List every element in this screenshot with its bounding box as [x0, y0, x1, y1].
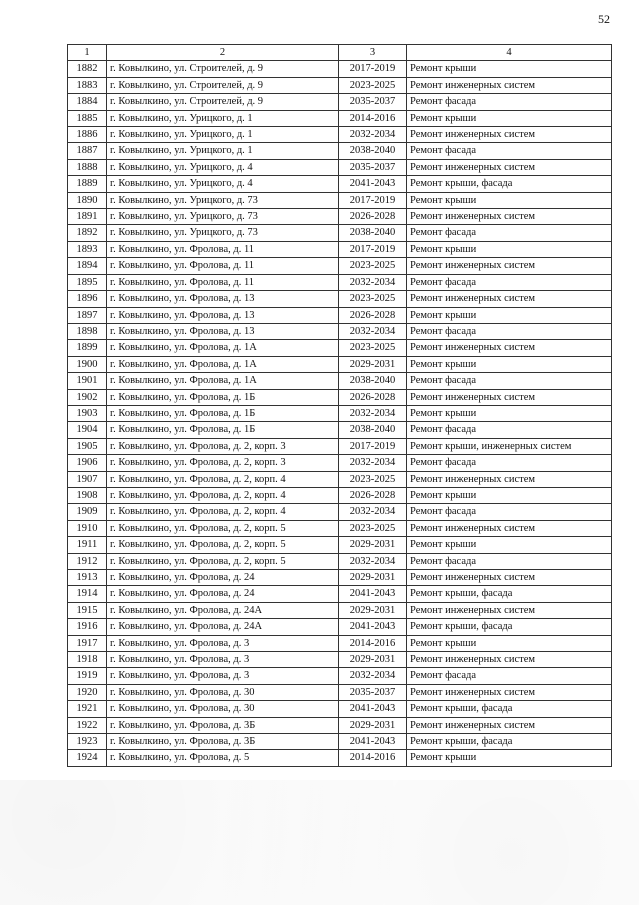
table-row: [68, 701, 612, 717]
work-type-cell: Ремонт крыши, фасада: [407, 734, 612, 750]
row-number: 1891: [68, 209, 107, 225]
period-cell: 2038-2040: [339, 143, 407, 159]
address-cell: г. Ковылкино, ул. Фролова, д. 2, корп. 5: [107, 537, 339, 553]
work-type-cell: Ремонт инженерных систем: [407, 258, 612, 274]
table-row: [68, 635, 612, 651]
period-cell: 2029-2031: [339, 537, 407, 553]
address-cell: г. Ковылкино, ул. Фролова, д. 13: [107, 291, 339, 307]
table-body: [68, 61, 612, 766]
work-type-cell: Ремонт крыши: [407, 110, 612, 126]
period-cell: 2026-2028: [339, 209, 407, 225]
period-cell: 2017-2019: [339, 192, 407, 208]
table-row: [68, 307, 612, 323]
table-header-row: [68, 45, 612, 61]
period-cell: 2041-2043: [339, 586, 407, 602]
table-row: [68, 537, 612, 553]
address-cell: г. Ковылкино, ул. Фролова, д. 1Б: [107, 422, 339, 438]
row-number: 1922: [68, 717, 107, 733]
period-cell: 2026-2028: [339, 389, 407, 405]
address-cell: г. Ковылкино, ул. Фролова, д. 2, корп. 4: [107, 504, 339, 520]
period-cell: 2023-2025: [339, 77, 407, 93]
work-type-cell: Ремонт фасада: [407, 94, 612, 110]
table-row: [68, 422, 612, 438]
period-cell: 2029-2031: [339, 652, 407, 668]
row-number: 1898: [68, 323, 107, 339]
address-cell: г. Ковылкино, ул. Фролова, д. 24: [107, 570, 339, 586]
work-type-cell: Ремонт инженерных систем: [407, 340, 612, 356]
period-cell: 2032-2034: [339, 668, 407, 684]
column-header-address: 2: [107, 45, 339, 61]
work-type-cell: Ремонт крыши: [407, 192, 612, 208]
address-cell: г. Ковылкино, ул. Фролова, д. 2, корп. 3: [107, 438, 339, 454]
row-number: 1907: [68, 471, 107, 487]
row-number: 1912: [68, 553, 107, 569]
period-cell: 2041-2043: [339, 734, 407, 750]
row-number: 1913: [68, 570, 107, 586]
period-cell: 2029-2031: [339, 356, 407, 372]
table-row: [68, 389, 612, 405]
address-cell: г. Ковылкино, ул. Фролова, д. 13: [107, 323, 339, 339]
row-number: 1910: [68, 520, 107, 536]
row-number: 1894: [68, 258, 107, 274]
work-type-cell: Ремонт фасада: [407, 422, 612, 438]
period-cell: 2026-2028: [339, 487, 407, 503]
work-type-cell: Ремонт инженерных систем: [407, 77, 612, 93]
period-cell: 2041-2043: [339, 176, 407, 192]
table-row: [68, 570, 612, 586]
work-type-cell: Ремонт инженерных систем: [407, 471, 612, 487]
address-cell: г. Ковылкино, ул. Фролова, д. 2, корп. 5: [107, 553, 339, 569]
period-cell: 2014-2016: [339, 635, 407, 651]
row-number: 1899: [68, 340, 107, 356]
work-type-cell: Ремонт инженерных систем: [407, 291, 612, 307]
row-number: 1924: [68, 750, 107, 766]
column-header-work-type: 4: [407, 45, 612, 61]
address-cell: г. Ковылкино, ул. Фролова, д. 2, корп. 3: [107, 455, 339, 471]
table-row: [68, 734, 612, 750]
column-header-period: 3: [339, 45, 407, 61]
table-row: [68, 684, 612, 700]
work-type-cell: Ремонт крыши, фасада: [407, 619, 612, 635]
work-type-cell: Ремонт инженерных систем: [407, 127, 612, 143]
work-type-cell: Ремонт крыши: [407, 61, 612, 77]
table-row: [68, 143, 612, 159]
work-type-cell: Ремонт инженерных систем: [407, 717, 612, 733]
address-cell: г. Ковылкино, ул. Фролова, д. 11: [107, 274, 339, 290]
work-type-cell: Ремонт фасада: [407, 373, 612, 389]
period-cell: 2032-2034: [339, 405, 407, 421]
work-type-cell: Ремонт крыши: [407, 487, 612, 503]
address-cell: г. Ковылкино, ул. Фролова, д. 1А: [107, 356, 339, 372]
work-type-cell: Ремонт инженерных систем: [407, 389, 612, 405]
period-cell: 2038-2040: [339, 373, 407, 389]
address-cell: г. Ковылкино, ул. Фролова, д. 1А: [107, 340, 339, 356]
period-cell: 2032-2034: [339, 553, 407, 569]
period-cell: 2029-2031: [339, 602, 407, 618]
period-cell: 2023-2025: [339, 340, 407, 356]
address-cell: г. Ковылкино, ул. Фролова, д. 1Б: [107, 405, 339, 421]
address-cell: г. Ковылкино, ул. Фролова, д. 24А: [107, 619, 339, 635]
row-number: 1911: [68, 537, 107, 553]
row-number: 1896: [68, 291, 107, 307]
address-cell: г. Ковылкино, ул. Строителей, д. 9: [107, 94, 339, 110]
row-number: 1884: [68, 94, 107, 110]
address-cell: г. Ковылкино, ул. Фролова, д. 11: [107, 241, 339, 257]
address-cell: г. Ковылкино, ул. Фролова, д. 1Б: [107, 389, 339, 405]
row-number: 1902: [68, 389, 107, 405]
period-cell: 2032-2034: [339, 323, 407, 339]
row-number: 1923: [68, 734, 107, 750]
row-number: 1906: [68, 455, 107, 471]
table-row: [68, 438, 612, 454]
work-type-cell: Ремонт крыши: [407, 405, 612, 421]
work-type-cell: Ремонт инженерных систем: [407, 602, 612, 618]
work-type-cell: Ремонт крыши: [407, 241, 612, 257]
row-number: 1903: [68, 405, 107, 421]
table-row: [68, 340, 612, 356]
row-number: 1893: [68, 241, 107, 257]
row-number: 1920: [68, 684, 107, 700]
address-cell: г. Ковылкино, ул. Фролова, д. 3: [107, 668, 339, 684]
address-cell: г. Ковылкино, ул. Строителей, д. 9: [107, 61, 339, 77]
work-type-cell: Ремонт фасада: [407, 455, 612, 471]
table-row: [68, 225, 612, 241]
address-cell: г. Ковылкино, ул. Фролова, д. 5: [107, 750, 339, 766]
period-cell: 2014-2016: [339, 110, 407, 126]
work-type-cell: Ремонт крыши: [407, 750, 612, 766]
address-cell: г. Ковылкино, ул. Фролова, д. 30: [107, 701, 339, 717]
work-type-cell: Ремонт крыши: [407, 537, 612, 553]
row-number: 1887: [68, 143, 107, 159]
address-cell: г. Ковылкино, ул. Фролова, д. 24А: [107, 602, 339, 618]
row-number: 1900: [68, 356, 107, 372]
table-row: [68, 619, 612, 635]
column-header-number: 1: [68, 45, 107, 61]
address-cell: г. Ковылкино, ул. Урицкого, д. 1: [107, 127, 339, 143]
scan-noise: [0, 780, 639, 905]
period-cell: 2017-2019: [339, 438, 407, 454]
table-row: [68, 553, 612, 569]
work-type-cell: Ремонт инженерных систем: [407, 570, 612, 586]
period-cell: 2035-2037: [339, 94, 407, 110]
period-cell: 2029-2031: [339, 570, 407, 586]
table-row: [68, 209, 612, 225]
period-cell: 2023-2025: [339, 258, 407, 274]
period-cell: 2026-2028: [339, 307, 407, 323]
period-cell: 2023-2025: [339, 471, 407, 487]
work-type-cell: Ремонт инженерных систем: [407, 209, 612, 225]
address-cell: г. Ковылкино, ул. Урицкого, д. 73: [107, 209, 339, 225]
table-row: [68, 356, 612, 372]
address-cell: г. Ковылкино, ул. Фролова, д. 13: [107, 307, 339, 323]
page-number: 52: [598, 12, 610, 26]
table-row: [68, 602, 612, 618]
row-number: 1901: [68, 373, 107, 389]
address-cell: г. Ковылкино, ул. Урицкого, д. 4: [107, 159, 339, 175]
period-cell: 2032-2034: [339, 504, 407, 520]
address-cell: г. Ковылкино, ул. Урицкого, д. 1: [107, 110, 339, 126]
row-number: 1916: [68, 619, 107, 635]
row-number: 1890: [68, 192, 107, 208]
table-row: [68, 652, 612, 668]
row-number: 1888: [68, 159, 107, 175]
table-row: [68, 241, 612, 257]
row-number: 1886: [68, 127, 107, 143]
row-number: 1905: [68, 438, 107, 454]
work-type-cell: Ремонт фасада: [407, 504, 612, 520]
row-number: 1908: [68, 487, 107, 503]
table-row: [68, 668, 612, 684]
table-row: [68, 127, 612, 143]
address-cell: г. Ковылкино, ул. Фролова, д. 24: [107, 586, 339, 602]
address-cell: г. Ковылкино, ул. Фролова, д. 2, корп. 5: [107, 520, 339, 536]
row-number: 1892: [68, 225, 107, 241]
work-type-cell: Ремонт фасада: [407, 323, 612, 339]
work-type-cell: Ремонт крыши, фасада: [407, 586, 612, 602]
address-cell: г. Ковылкино, ул. Фролова, д. 1А: [107, 373, 339, 389]
table-row: [68, 455, 612, 471]
row-number: 1904: [68, 422, 107, 438]
work-type-cell: Ремонт инженерных систем: [407, 684, 612, 700]
row-number: 1885: [68, 110, 107, 126]
address-cell: г. Ковылкино, ул. Урицкого, д. 4: [107, 176, 339, 192]
period-cell: 2014-2016: [339, 750, 407, 766]
row-number: 1914: [68, 586, 107, 602]
period-cell: 2038-2040: [339, 422, 407, 438]
address-cell: г. Ковылкино, ул. Фролова, д. 3Б: [107, 734, 339, 750]
row-number: 1917: [68, 635, 107, 651]
row-number: 1889: [68, 176, 107, 192]
table-row: [68, 192, 612, 208]
address-cell: г. Ковылкино, ул. Фролова, д. 11: [107, 258, 339, 274]
row-number: 1883: [68, 77, 107, 93]
address-cell: г. Ковылкино, ул. Урицкого, д. 1: [107, 143, 339, 159]
address-cell: г. Ковылкино, ул. Урицкого, д. 73: [107, 225, 339, 241]
work-type-cell: Ремонт фасада: [407, 225, 612, 241]
table-row: [68, 159, 612, 175]
address-cell: г. Ковылкино, ул. Фролова, д. 30: [107, 684, 339, 700]
table-row: [68, 291, 612, 307]
row-number: 1897: [68, 307, 107, 323]
work-type-cell: Ремонт инженерных систем: [407, 520, 612, 536]
period-cell: 2032-2034: [339, 127, 407, 143]
table-row: [68, 61, 612, 77]
period-cell: 2032-2034: [339, 274, 407, 290]
work-type-cell: Ремонт крыши, фасада: [407, 176, 612, 192]
row-number: 1909: [68, 504, 107, 520]
period-cell: 2017-2019: [339, 241, 407, 257]
work-type-cell: Ремонт крыши: [407, 307, 612, 323]
row-number: 1915: [68, 602, 107, 618]
table-row: [68, 176, 612, 192]
table-row: [68, 520, 612, 536]
table-row: [68, 586, 612, 602]
table-row: [68, 487, 612, 503]
table-row: [68, 504, 612, 520]
period-cell: 2041-2043: [339, 619, 407, 635]
period-cell: 2029-2031: [339, 717, 407, 733]
work-type-cell: Ремонт фасада: [407, 143, 612, 159]
work-type-cell: Ремонт крыши, фасада: [407, 701, 612, 717]
table-row: [68, 110, 612, 126]
period-cell: 2041-2043: [339, 701, 407, 717]
table-row: [68, 717, 612, 733]
period-cell: 2023-2025: [339, 520, 407, 536]
table-row: [68, 405, 612, 421]
period-cell: 2017-2019: [339, 61, 407, 77]
period-cell: 2035-2037: [339, 684, 407, 700]
row-number: 1895: [68, 274, 107, 290]
work-type-cell: Ремонт фасада: [407, 553, 612, 569]
period-cell: 2038-2040: [339, 225, 407, 241]
row-number: 1918: [68, 652, 107, 668]
address-cell: г. Ковылкино, ул. Урицкого, д. 73: [107, 192, 339, 208]
work-type-cell: Ремонт крыши: [407, 635, 612, 651]
work-type-cell: Ремонт инженерных систем: [407, 652, 612, 668]
address-cell: г. Ковылкино, ул. Фролова, д. 3Б: [107, 717, 339, 733]
address-cell: г. Ковылкино, ул. Фролова, д. 2, корп. 4: [107, 471, 339, 487]
row-number: 1921: [68, 701, 107, 717]
work-type-cell: Ремонт инженерных систем: [407, 159, 612, 175]
period-cell: 2032-2034: [339, 455, 407, 471]
table-row: [68, 94, 612, 110]
table-row: [68, 274, 612, 290]
work-type-cell: Ремонт крыши, инженерных систем: [407, 438, 612, 454]
table-row: [68, 258, 612, 274]
table-row: [68, 373, 612, 389]
period-cell: 2035-2037: [339, 159, 407, 175]
address-cell: г. Ковылкино, ул. Фролова, д. 2, корп. 4: [107, 487, 339, 503]
work-type-cell: Ремонт крыши: [407, 356, 612, 372]
row-number: 1882: [68, 61, 107, 77]
repair-schedule-table: [67, 44, 612, 767]
work-type-cell: Ремонт фасада: [407, 274, 612, 290]
work-type-cell: Ремонт фасада: [407, 668, 612, 684]
table-row: [68, 471, 612, 487]
address-cell: г. Ковылкино, ул. Строителей, д. 9: [107, 77, 339, 93]
row-number: 1919: [68, 668, 107, 684]
table-row: [68, 750, 612, 766]
address-cell: г. Ковылкино, ул. Фролова, д. 3: [107, 652, 339, 668]
address-cell: г. Ковылкино, ул. Фролова, д. 3: [107, 635, 339, 651]
table-row: [68, 323, 612, 339]
table-row: [68, 77, 612, 93]
period-cell: 2023-2025: [339, 291, 407, 307]
